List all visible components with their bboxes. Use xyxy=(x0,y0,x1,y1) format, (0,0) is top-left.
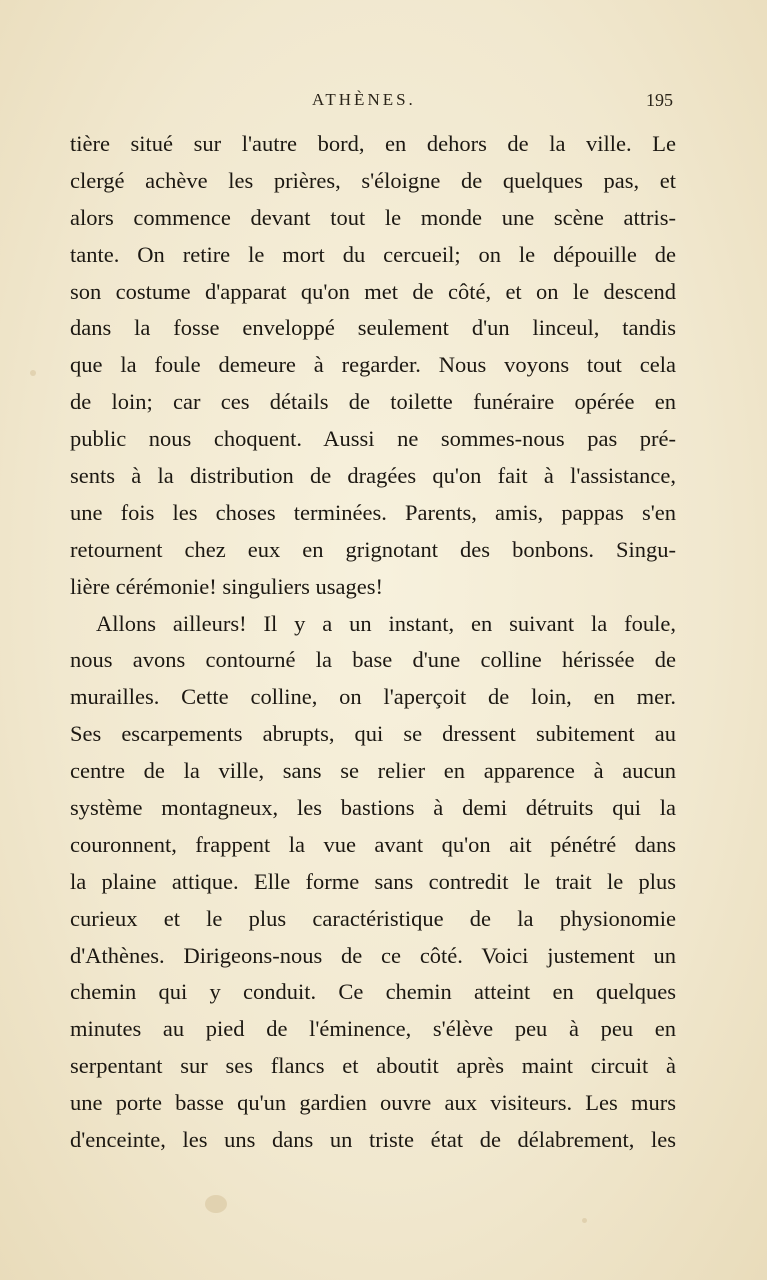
text-line: chemin qui y conduit. Ce chemin atteint en quelques xyxy=(70,979,676,1005)
text-line: murailles. Cette colline, on l'aperçoit de loin, en mer. xyxy=(70,684,676,710)
text-line: que la foule demeure à regarder. Nous voyons tout cela xyxy=(70,352,676,378)
text-line: dans la fosse enveloppé seulement d'un linceul, tandis xyxy=(70,315,676,341)
text-line: curieux et le plus caractéristique de la physionomie xyxy=(70,905,676,931)
paper-stain xyxy=(582,1218,587,1223)
text-line: d'Athènes. Dirigeons-nous de ce côté. Voici justement un xyxy=(70,942,676,968)
text-line: une fois les choses terminées. Parents, amis, pappas s'en xyxy=(70,499,676,525)
text-line: centre de la ville, sans se relier en apparence à aucun xyxy=(70,758,676,784)
text-line: nous avons contourné la base d'une colline hérissée de xyxy=(70,647,676,673)
paragraph-first-line: Allons ailleurs! Il y a un instant, en suivant la foule, xyxy=(96,610,676,636)
text-line: minutes au pied de l'éminence, s'élève peu à peu en xyxy=(70,1016,676,1042)
paper-stain xyxy=(30,370,36,376)
text-line: tante. On retire le mort du cercueil; on le dépouille de xyxy=(70,241,676,267)
text-line: alors commence devant tout le monde une scène attris- xyxy=(70,204,676,230)
text-line: clergé achève les prières, s'éloigne de quelques pas, et xyxy=(70,167,676,193)
text-line: d'enceinte, les uns dans un triste état de délabrement, les xyxy=(70,1127,676,1153)
running-title: ATHÈNES. xyxy=(312,90,416,109)
text-line: système montagneux, les bastions à demi détruits qui la xyxy=(70,795,676,821)
text-line: son costume d'apparat qu'on met de côté, et on le descend xyxy=(70,278,676,304)
text-line: sents à la distribution de dragées qu'on fait à l'assistance, xyxy=(70,463,676,489)
text-line: la plaine attique. Elle forme sans contredit le trait le plus xyxy=(70,868,676,894)
running-head xyxy=(0,90,767,114)
text-line: Ses escarpements abrupts, qui se dressent subitement au xyxy=(70,721,676,747)
text-line: de loin; car ces détails de toilette funéraire opérée en xyxy=(70,389,676,415)
text-line: public nous choquent. Aussi ne sommes-nous pas pré- xyxy=(70,426,676,452)
text-line: couronnent, frappent la vue avant qu'on ait pénétré dans xyxy=(70,831,676,857)
body-text xyxy=(70,126,676,1159)
page-number: 195 xyxy=(646,90,673,110)
text-line: serpentant sur ses flancs et aboutit après maint circuit à xyxy=(70,1053,676,1079)
text-line: tière situé sur l'autre bord, en dehors de la ville. Le xyxy=(70,131,676,156)
paper-stain xyxy=(205,1195,227,1213)
text-line: une porte basse qu'un gardien ouvre aux visiteurs. Les murs xyxy=(70,1090,676,1116)
text-line: retournent chez eux en grignotant des bonbons. Singu- xyxy=(70,536,676,562)
text-line: lière cérémonie! singuliers usages! xyxy=(70,573,384,599)
